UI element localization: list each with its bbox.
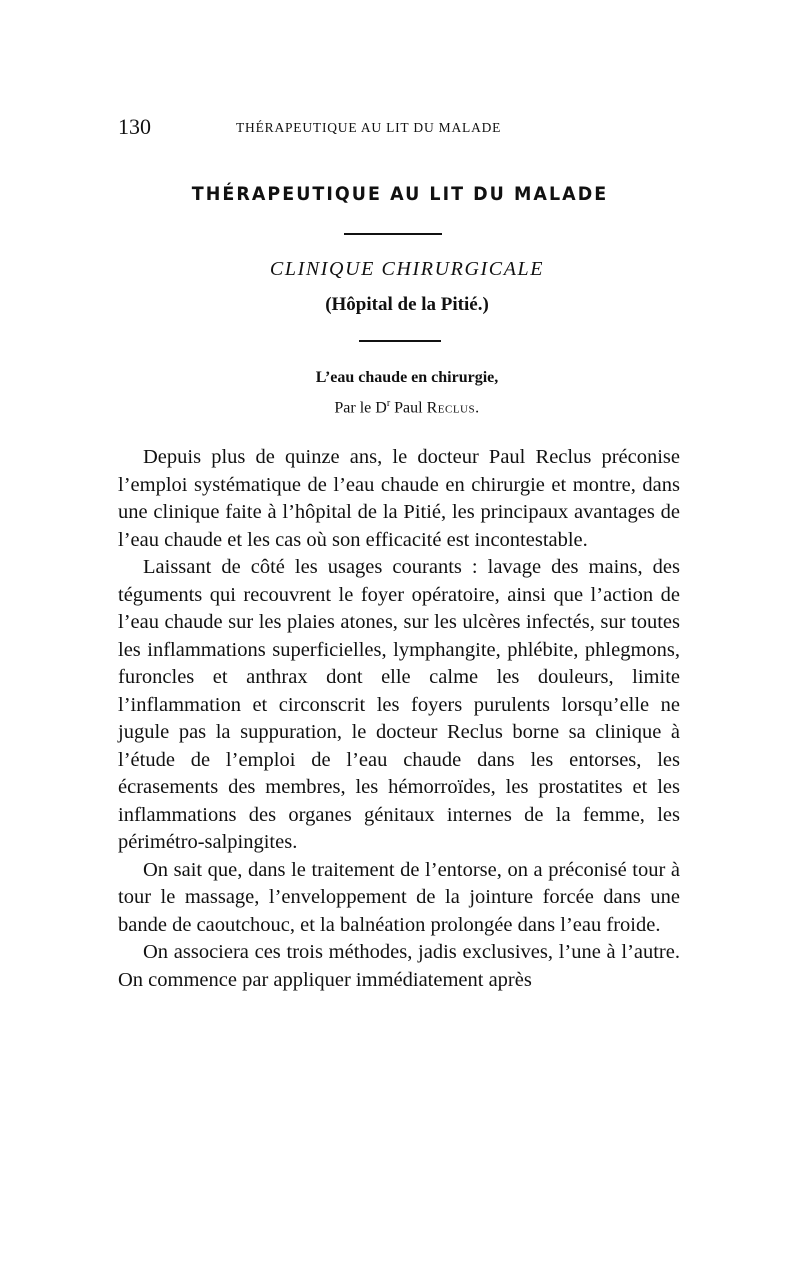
paragraph: On sait que, dans le traitement de l’entorse, on a préconisé tour à tour le massage, l’enveloppement de la jointure forcée dans une bande de caoutchouc, et la balnéation prolongée dans l’eau froide. <box>118 858 680 936</box>
byline-surname: Reclus. <box>426 399 480 417</box>
byline-first-name: Paul <box>390 399 427 417</box>
byline-superscript: r <box>386 398 391 409</box>
paragraph: Depuis plus de quinze ans, le docteur Paul Reclus préconise l’emploi systématique de l’eau chaude en chirurgie et montre, dans une clinique faite à l’hôpital de la Pitié, les principaux avantages de l’eau chaude et les cas où son efficacité est incontestable. <box>118 446 680 551</box>
main-title: THÉRAPEUTIQUE AU LIT DU MALADE <box>191 183 609 205</box>
section-subtitle: (Hôpital de la Pitié.) <box>325 294 489 315</box>
title-rule <box>344 233 442 235</box>
section-title: CLINIQUE CHIRURGICALE <box>269 258 545 280</box>
paragraph: Laissant de côté les usages courants : lavage des mains, des téguments qui recouvrent le foyer opératoire, ainsi que l’action de l’eau chaude sur les plaies atones, sur les ulcères infectés, sur toutes les inflammations superficielles, lymphangite, phlébite, phlegmons, furoncles et anthrax dont elle calme les douleurs, limite l’inflammation et circonscrit les foyers purulents lorsqu’elle ne jugule pas la suppuration, le docteur Reclus borne sa clinique à l’étude de l’emploi de l’eau chaude dans les entorses, les écrasements des membres, les hémorroïdes, les prostatites et les inflammations des organes génitaux internes de la femme, les périmétro-salpingites. <box>118 556 680 853</box>
paragraph: On associera ces trois méthodes, jadis exclusives, l’une à l’autre. On commence par appliquer immédiatement après <box>118 941 680 991</box>
body-text <box>118 444 680 994</box>
byline <box>0 398 800 417</box>
running-title: THÉRAPEUTIQUE AU LIT DU MALADE <box>236 120 502 135</box>
page-number: 130 <box>118 114 151 139</box>
section-rule <box>359 340 441 342</box>
article-title: L’eau chaude en chirurgie, <box>315 369 499 386</box>
running-head <box>118 114 680 142</box>
byline-prefix: Par le D <box>334 399 387 417</box>
